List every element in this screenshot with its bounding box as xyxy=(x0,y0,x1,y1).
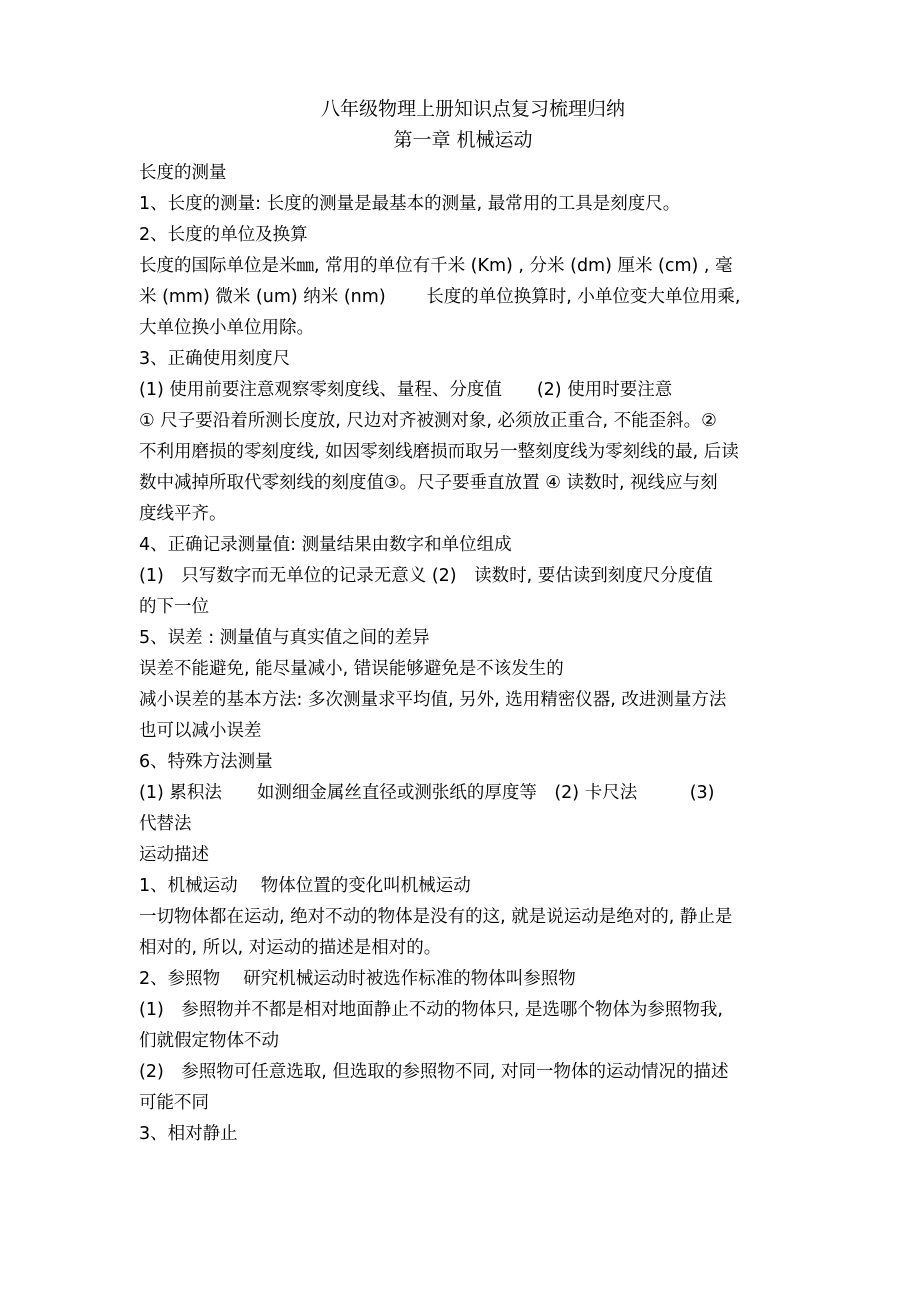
text-line: 不利用磨损的零刻度线, 如因零刻线磨损而取另一整刻度线为零刻线的最, 后读 xyxy=(139,442,739,462)
text-line: ① 尺子要沿着所测长度放, 尺边对齐被测对象, 必须放正重合, 不能歪斜。② xyxy=(139,411,717,431)
text-line: (1) 只写数字而无单位的记录无意义 (2) 读数时, 要估读到刻度尺分度值 xyxy=(139,566,713,586)
text-line: 也可以减小误差 xyxy=(139,721,262,741)
text-line: 5、误差 : 测量值与真实值之间的差异 xyxy=(139,628,430,648)
document-title: 八年级物理上册知识点复习梳理归纳 xyxy=(320,98,625,120)
text-line: (1) 累积法 如测细金属丝直径或测张纸的厚度等 (2) 卡尺法 (3) xyxy=(139,783,715,803)
text-line: 4、正确记录测量值: 测量结果由数字和单位组成 xyxy=(139,535,512,555)
text-line: 相对的, 所以, 对运动的描述是相对的。 xyxy=(139,938,442,958)
text-line: 减小误差的基本方法: 多次测量求平均值, 另外, 选用精密仪器, 改进测量方法 xyxy=(139,690,727,710)
text-line: 数中减掉所取代零刻线的刻度值③。尺子要垂直放置 ④ 读数时, 视线应与刻 xyxy=(139,473,718,493)
text-line: 运动描述 xyxy=(139,845,209,865)
text-line: (1) 使用前要注意观察零刻度线、量程、分度值 (2) 使用时要注意 xyxy=(139,380,673,400)
text-line: (2) 参照物可任意选取, 但选取的参照物不同, 对同一物体的运动情况的描述 xyxy=(139,1062,729,1082)
text-line: 3、相对静止 xyxy=(139,1124,238,1144)
text-line: 6、特殊方法测量 xyxy=(139,752,273,772)
text-line: 1、长度的测量: 长度的测量是最基本的测量, 最常用的工具是刻度尺。 xyxy=(139,194,681,214)
text-line: 一切物体都在运动, 绝对不动的物体是没有的这, 就是说运动是绝对的, 静止是 xyxy=(139,907,733,927)
text-line: 1、机械运动 物体位置的变化叫机械运动 xyxy=(139,876,471,896)
text-line: 代替法 xyxy=(139,814,192,834)
text-line: 的下一位 xyxy=(139,597,209,617)
text-line: (1) 参照物并不都是相对地面静止不动的物体只, 是选哪个物体为参照物我, xyxy=(139,1000,723,1020)
text-line: 长度的测量 xyxy=(139,163,227,183)
text-line: 3、正确使用刻度尺 xyxy=(139,349,291,369)
document-body xyxy=(139,158,819,1150)
text-line: 可能不同 xyxy=(139,1093,209,1113)
text-line: 误差不能避免, 能尽量减小, 错误能够避免是不该发生的 xyxy=(139,659,564,679)
text-line: 们就假定物体不动 xyxy=(139,1031,279,1051)
text-line: 度线平齐。 xyxy=(139,504,227,524)
text-line: 长度的国际单位是米㎜, 常用的单位有千米 (Km) , 分米 (dm) 厘米 (cm) , 毫 xyxy=(139,256,733,276)
text-line: 大单位换小单位用除。 xyxy=(139,318,314,338)
chapter-heading: 第一章 机械运动 xyxy=(393,129,533,151)
text-line: 2、参照物 研究机械运动时被选作标准的物体叫参照物 xyxy=(139,969,576,989)
text-line: 米 (mm) 微米 (um) 纳米 (nm) 长度的单位换算时, 小单位变大单位用乘, xyxy=(139,287,741,307)
text-line: 2、长度的单位及换算 xyxy=(139,225,308,245)
